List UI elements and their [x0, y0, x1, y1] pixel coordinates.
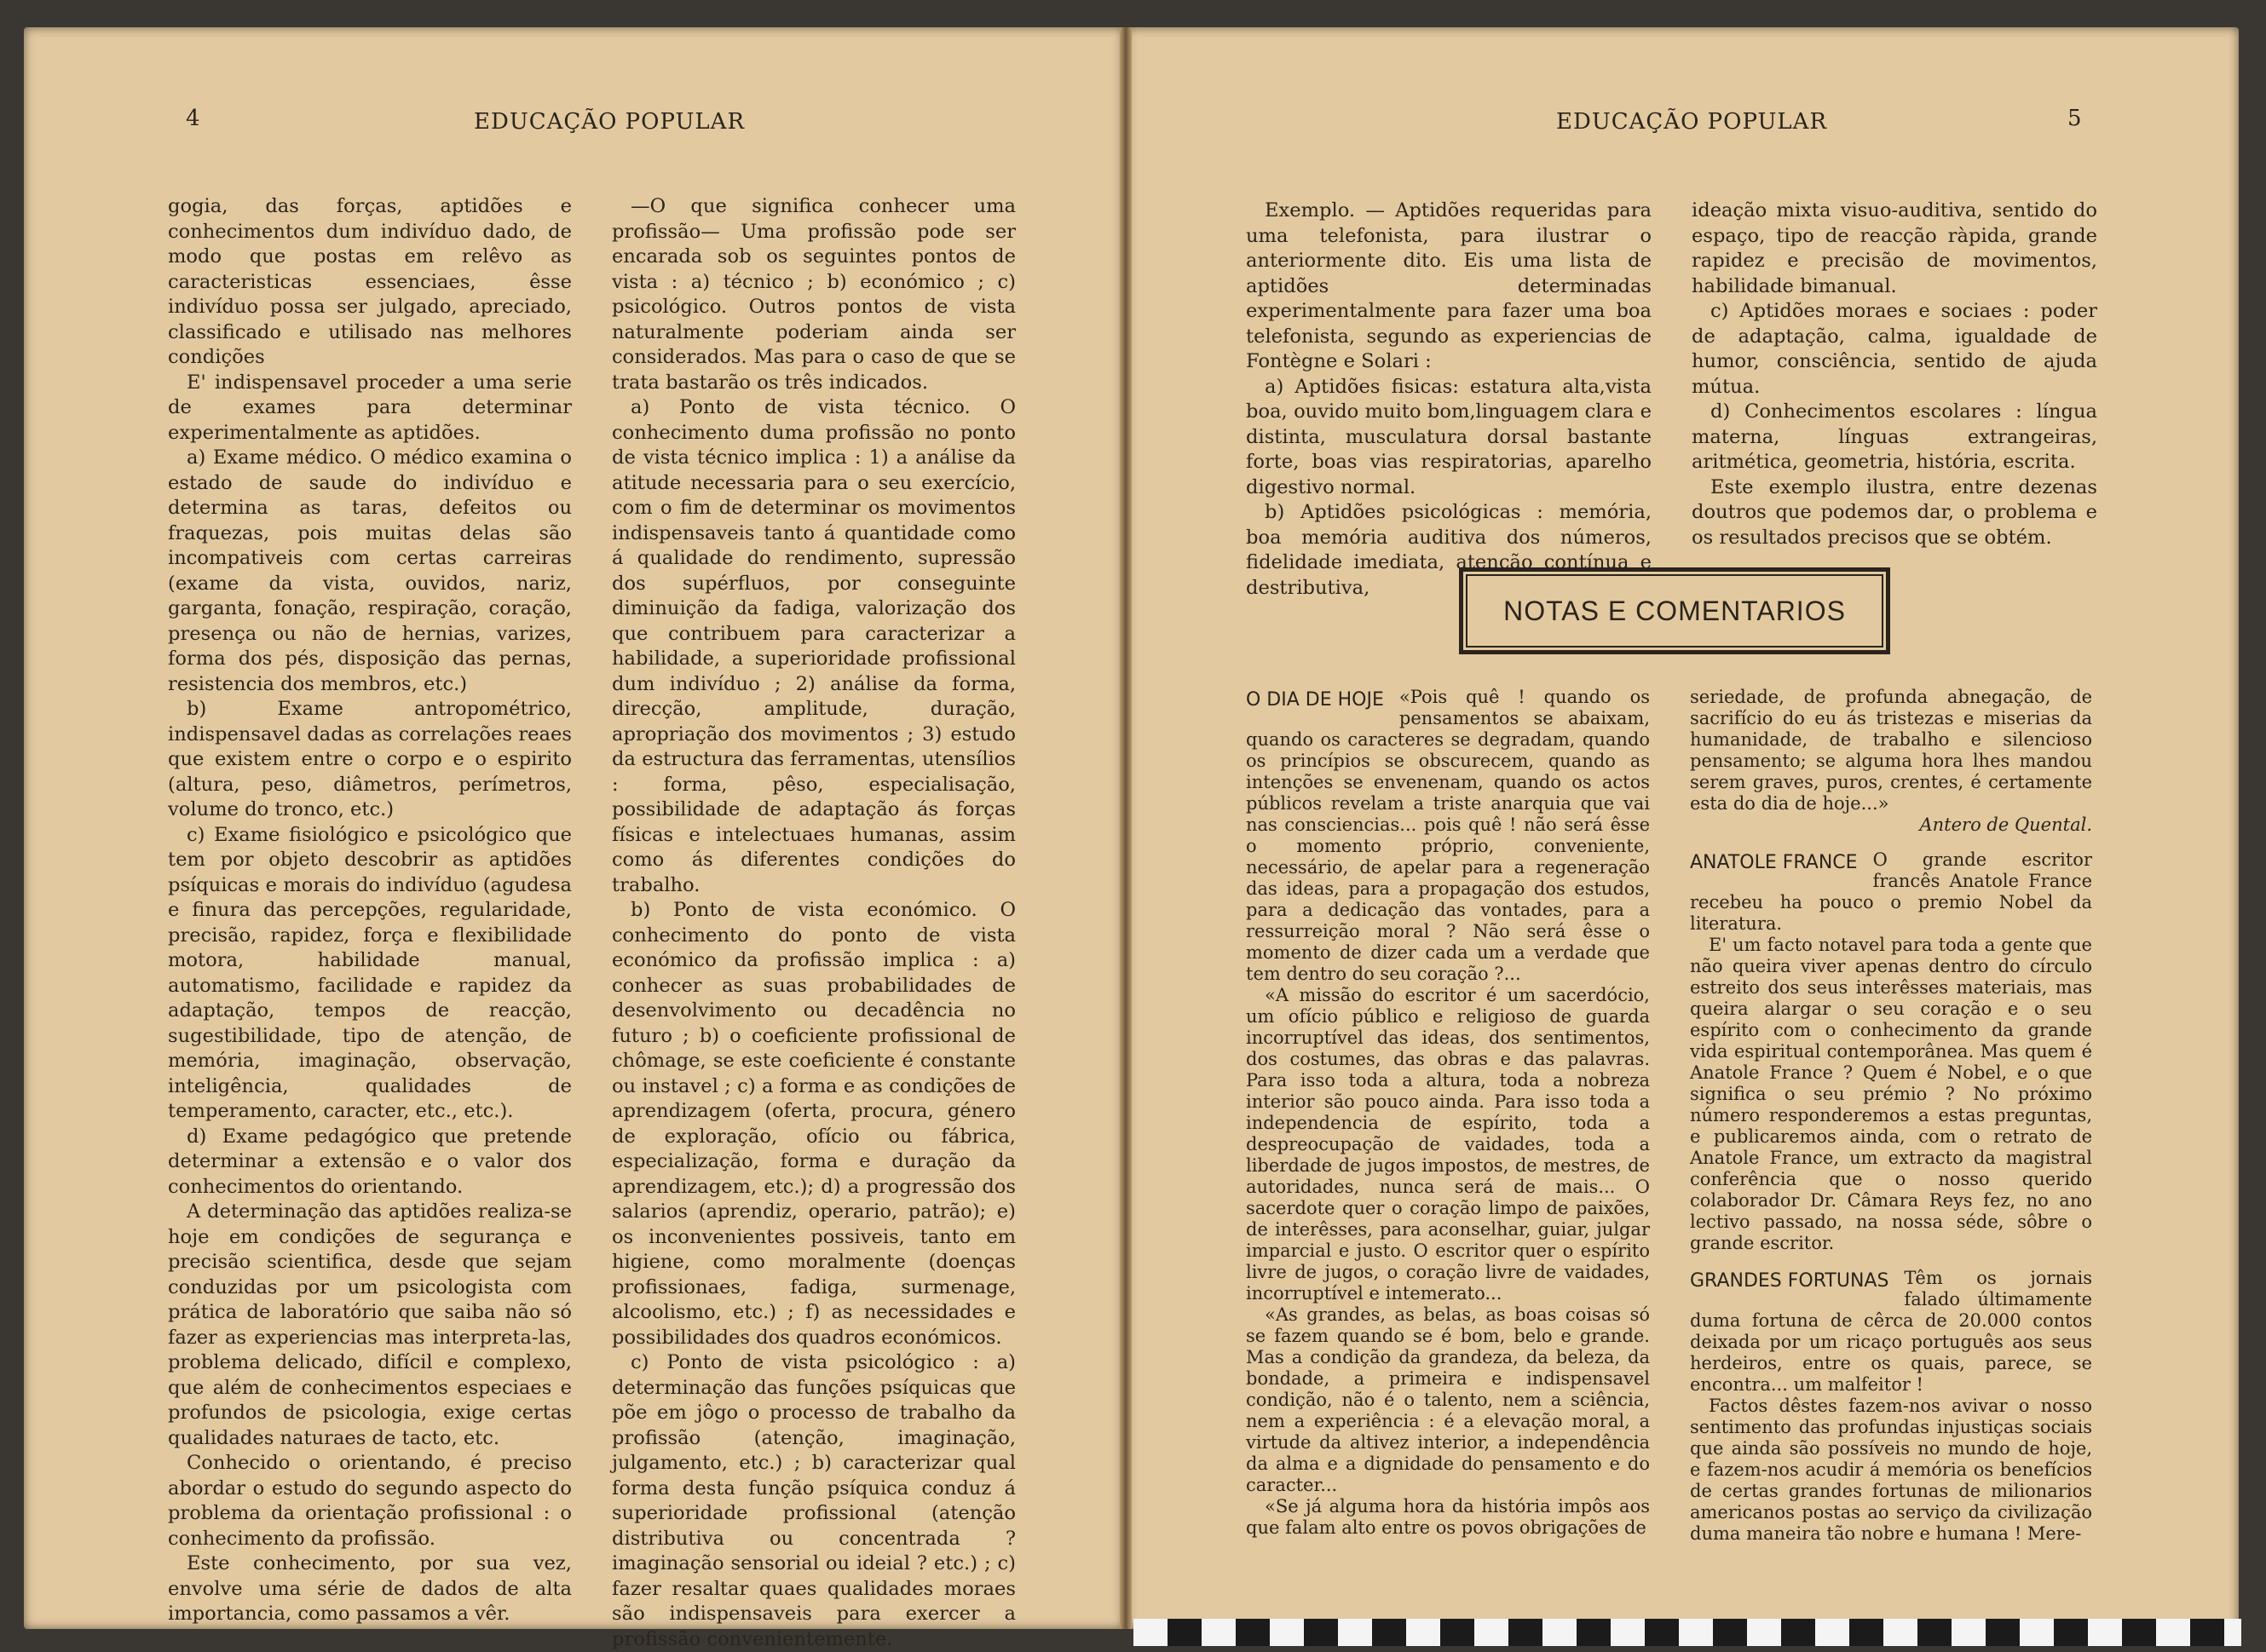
paragraph: a) Ponto de vista técnico. O conhecimento duma profissão no ponto de vista técnico implica : 1) a análise da atitude necessaria para o seu exercício, com o fim de determinar os movimentos indispensaveis tanto á quantidade como á qualidade do rendimento, supressão dos supérfluos, por conseguinte diminuição da fadiga, valorização dos que contribuem para caracterizar a habilidade, a superioridade profissional dum indivíduo ; 2) análise da forma, direcção, amplitude, duração, apropriação dos movimentos ; 3) estudo da estructura das ferramentas, utensílios : forma, pêso, especialisação, possibilidade de adaptação ás forças físicas e intelectuaes humanas, assim como ás diferentes condições do trabalho.	[612, 396, 1016, 896]
paragraph: Este conhecimento, por sua vez, envolve uma série de dados de alta importancia, como passamos a vêr.	[168, 1552, 572, 1625]
paragraph: Têm os jornais falado últimamente duma fortuna de cêrca de 20.000 contos deixada por um ricaço português aos seus herdeiros, entre os quais, parece, se encontra... um malfeitor !	[1690, 1268, 2092, 1395]
right-page-number: 5	[2067, 106, 2082, 131]
notes-column-2	[1690, 687, 2092, 1545]
article-heading-o-dia-de-hoje: O DIA DE HOJE	[1246, 689, 1384, 711]
paragraph: b) Exame antropométrico, indispensavel dadas as correlações reaes que existem entre o corpo e o espirito (altura, peso, diâmetros, perímetros, volume do tronco, etc.)	[168, 698, 572, 820]
section-title-box	[1459, 567, 1890, 654]
right-running-head: EDUCAÇÃO POPULAR	[1556, 109, 1828, 135]
right-top-column-2	[1692, 199, 2097, 550]
paragraph: Este exemplo ilustra, entre dezenas doutros que podemos dar, o problema e os resultados precisos que se obtém.	[1692, 475, 2097, 549]
book-gutter	[1120, 27, 1132, 1629]
paragraph: A determinação das aptidões realiza-se hoje em condições de segurança e precisão scientifica, desde que sejam conduzidas por um psicologista com prática de laboratório que saiba não só fazer as experiencias mas interpreta-las, problema delicado, difícil e complexo, que além de conhecimentos especiaes e profundos de psicologia, exige certas qualidades naturaes de tacto, etc.	[168, 1200, 572, 1449]
article-heading-grandes-fortunas: GRANDES FORTUNAS	[1690, 1270, 1889, 1292]
paragraph: a) Exame médico. O médico examina o estado de saude do indivíduo e determina as taras, defeitos ou fraquezas, pois muitas delas são incompativeis com certas carreiras (exame da vista, ouvidos, nariz, garganta, fonação, respiração, coração, presença ou não de hernias, varizes, forma dos pés, disposição das pernas, resistencia dos membros, etc.)	[168, 446, 572, 695]
paragraph: Conhecido o orientando, é preciso abordar o estudo do segundo aspecto do problema da orientação profissional : o conhecimento da profissão.	[168, 1452, 572, 1550]
paragraph: ideação mixta visuo-auditiva, sentido do espaço, tipo de reacção ràpida, grande rapidez e precisão de movimentos, habilidade bimanual.	[1692, 199, 2097, 297]
left-page-number: 4	[186, 106, 200, 131]
paragraph: Exemplo. — Aptidões requeridas para uma telefonista, para ilustrar o anteriormente dito. Eis uma lista de aptidões determinadas experimentalmente para fazer uma boa telefonista, segundo as experiencias de Fontègne e Solari :	[1246, 199, 1652, 372]
paragraph: d) Exame pedagógico que pretende determinar a extensão e o valor dos conhecimentos do orientando.	[168, 1125, 572, 1198]
right-top-column-1	[1246, 199, 1652, 601]
left-running-head: EDUCAÇÃO POPULAR	[474, 109, 746, 135]
paragraph: —O que significa conhecer uma profissão— Uma profissão pode ser encarada sob os seguintes pontos de vista : a) técnico ; b) económico ; c) psicológico. Outros pontos de vista naturalmente poderiam ainda ser considerados. Mas para o caso de que se trata bastarão os três indicados.	[612, 195, 1016, 394]
paragraph: «Pois quê ! quando os pensamentos se abaixam, quando os caracteres se degradam, quando os princípios se obscurecem, quando as intenções se envenenam, quando os actos públicos revelam a triste anarquia que vai nas consciencias... pois quê ! não será êsse o momento próprio, conveniente, necessário, de apelar para a regeneração das ideas, para a propagação dos estudos, para a dedicação das vontades, para a ressurreição moral ? Não será êsse o momento de dizer cada um a verdade que tem dentro do seu coração ?...	[1246, 687, 1650, 984]
left-column-1	[168, 194, 572, 1627]
paragraph: «A missão do escritor é um sacerdócio, um ofício público e religioso de guarda incorruptível das ideas, dos sentimentos, dos costumes, das obras e das palavras. Para isso toda a altura, toda a nobreza interior são pouco ainda. Para isso toda a independencia de espírito, toda a despreocupação de vaidades, toda a liberdade de jugos impostos, de mestres, de autoridades, nunca será de mais... O sacerdote quer o coração limpo de paixões, de interêsses, para aconselhar, guiar, julgar imparcial e justo. O escritor quer o espírito livre de jugos, o coração livre de vaidades, incorruptível e intemerato...	[1246, 985, 1650, 1304]
scan-color-ruler	[1133, 1619, 2241, 1646]
left-column-2	[612, 194, 1016, 1652]
paragraph: gogia, das forças, aptidões e conhecimentos dum indivíduo dado, de modo que postas em relêvo as caracteristicas essenciaes, êsse indivíduo possa ser julgado, apreciado, classificado e utilisado nas melhores condições	[168, 195, 572, 368]
paragraph: E' indispensavel proceder a uma serie de exames para determinar experimentalmente as aptidões.	[168, 371, 572, 444]
paragraph: b) Ponto de vista económico. O conhecimento do ponto de vista económico da profissão implica : a) conhecer as suas probabilidades de desenvolvimento ou decadência no futuro ; b) o coeficiente profissional de chômage, se este coeficiente é constante ou instavel ; c) a forma e as condições de aprendizagem (oferta, procura, género de exploração, ofício ou fábrica, especialização, forma e duração da aprendizagem, etc.); d) a progressão dos salarios (aprendiz, operario, patrão); e) os inconvenientes possiveis, tanto em higiene, como moralmente (doenças profissionaes, fadiga, surmenage, alcoolismo, etc.) ; f) as necessidades e possibilidades dos quadros económicos.	[612, 899, 1016, 1349]
paragraph: c) Ponto de vista psicológico : a) determinação das funções psíquicas que põe em jôgo o processo de trabalho da profissão (atenção, imaginação, julgamento, etc.) ; b) caracterizar qual forma desta função psíquica conduz á superioridade profissional (atenção distributiva ou concentrada ? imaginação sensorial ou ideial ? etc.) ; c) fazer resaltar quaes qualidades moraes são indispensaveis para exercer a profissão convenientemente.	[612, 1351, 1016, 1650]
signature: Antero de Quental.	[1919, 814, 2092, 835]
section-title: NOTAS E COMENTARIOS	[1503, 595, 1846, 626]
paragraph: d) Conhecimentos escolares : língua materna, línguas extrangeiras, aritmética, geometria, história, escrita.	[1692, 400, 2097, 473]
paragraph: a) Aptidões fisicas: estatura alta,vista boa, ouvido muito bom,linguagem clara e distinta, musculatura dorsal bastante forte, boas vias respiratorias, aparelho digestivo normal.	[1246, 375, 1652, 498]
paragraph: Factos dêstes fazem-nos avivar o nosso sentimento das profundas injustiças sociais que ainda são possíveis no mundo de hoje, e fazem-nos acudir á memória os benefícios de certas grandes fortunas de milionarios americanos postas ao serviço da civilização duma maneira tão nobre e humana ! Mere-	[1690, 1396, 2092, 1544]
article-heading-anatole-france: ANATOLE FRANCE	[1690, 852, 1858, 873]
notes-column-1	[1246, 687, 1650, 1539]
paragraph: b) Aptidões psicológicas : memória, boa memória auditiva dos números, fidelidade imediata, atenção contínua e destributiva,	[1246, 501, 1652, 599]
paragraph: c) Exame fisiológico e psicológico que tem por objeto descobrir as aptidões psíquicas e morais do indivíduo (agudesa e finura das percepções, regularidade, precisão, rapidez, força e flexibilidade motora, habilidade manual, automatismo, facilidade e rapidez da adaptação, tempos de reacção, sugestibilidade, tipo de atenção, de memória, imaginação, observação, inteligência, qualidades de temperamento, caracter, etc., etc.).	[168, 823, 572, 1122]
paragraph: c) Aptidões moraes e sociaes : poder de adaptação, calma, igualdade de humor, consciência, sentido de ajuda mútua.	[1692, 300, 2097, 398]
paragraph: E' um facto notavel para toda a gente que não queira viver apenas dentro do círculo estreito dos seus interêsses materiais, mas queira alargar o seu coração e o seu espírito com o conhecimento da grande vida espiritual contemporânea. Mas quem é Anatole France ? Quem é Nobel, e o que significa o seu prémio ? No próximo número responderemos a estas preguntas, e publicaremos ainda, com o retrato de Anatole France, um extracto da magistral conferência que o nosso querido colaborador Dr. Câmara Reys fez, no ano lectivo passado, na nossa séde, sôbre o grande escritor.	[1690, 935, 2092, 1253]
paragraph: «As grandes, as belas, as boas coisas só se fazem quando se é bom, belo e grande. Mas a condição da grandeza, da beleza, da bondade, a primeira e indispensavel condição, não é o talento, nem a sciência, nem a experiência : é a elevação moral, a virtude da altivez interior, a independência da alma e a dignidade do pensamento e do caracter...	[1246, 1304, 1650, 1495]
paragraph: seriedade, de profunda abnegação, de sacrifício do eu ás tristezas e miserias da humanidade, de trabalho e silencioso pensamento; se alguma hora lhes mandou serem graves, puros, crentes, é certamente esta do dia de hoje...»	[1690, 687, 2092, 814]
paragraph: O grande escritor francês Anatole France recebeu ha pouco o premio Nobel da literatura.	[1690, 849, 2092, 934]
paragraph: «Se já alguma hora da história impôs aos que falam alto entre os povos obrigações de	[1246, 1496, 1650, 1538]
